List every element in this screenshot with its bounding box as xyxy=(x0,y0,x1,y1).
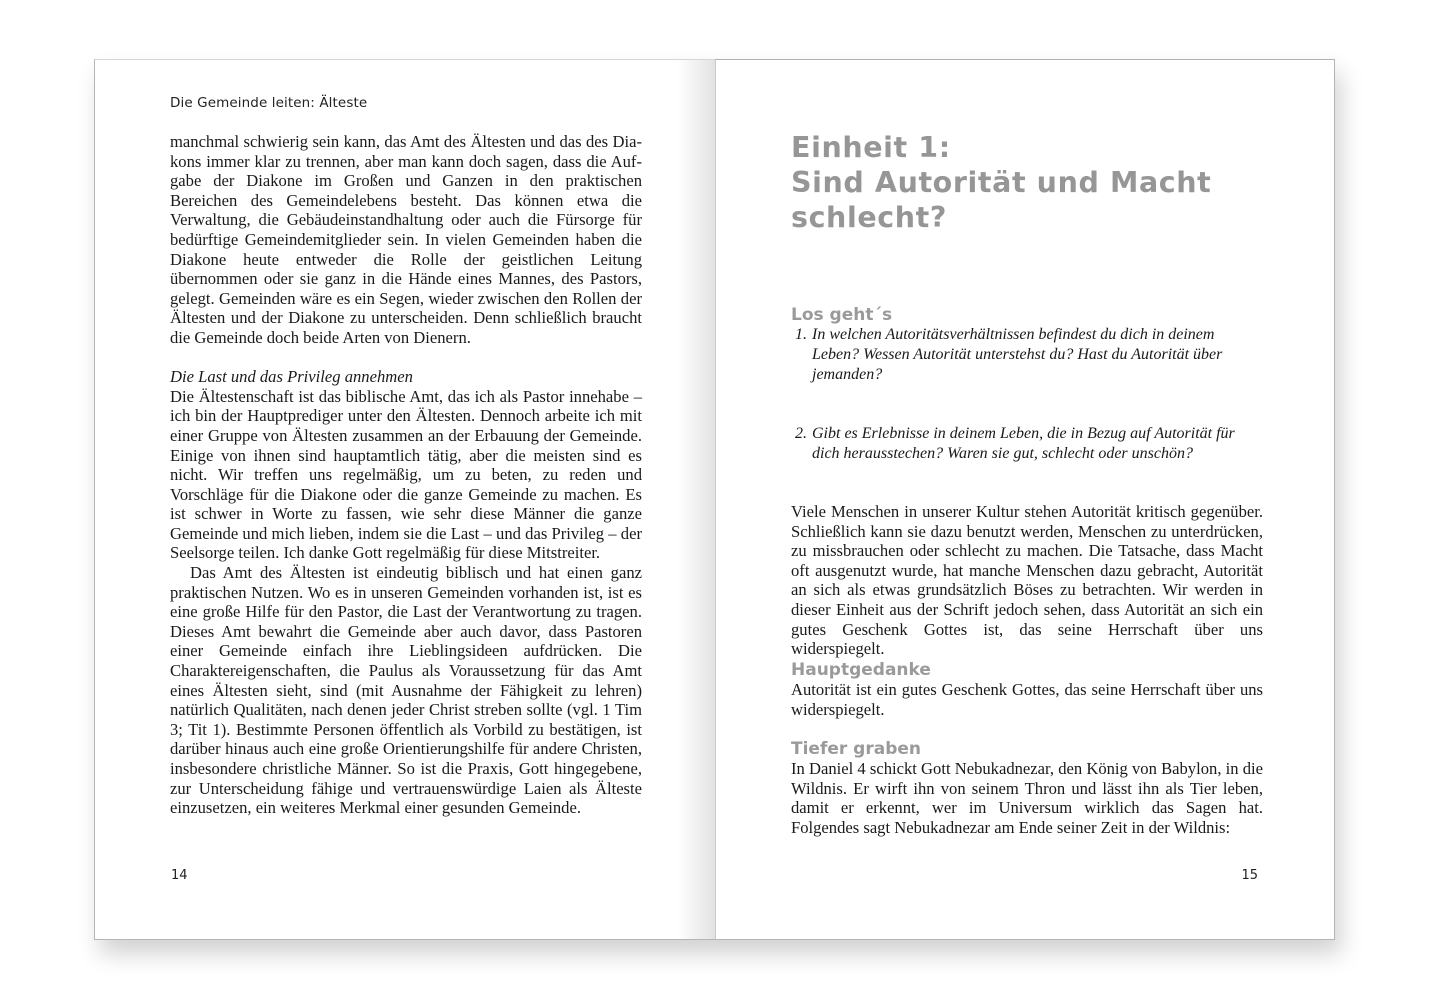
question-list xyxy=(791,325,1263,385)
section-hauptgedanke xyxy=(791,660,1263,719)
paragraph: In Daniel 4 schickt Gott Nebukadnezar, den König von Babylon, in die Wildnis. Er wirft ihn von seinem Thron und lässt ihn als Tier leben, damit er erkennt, wer im Universum wirklich das Sagen hat. Folgendes sagt Nebukadnezar am Ende seiner Zeit in der Wildnis: xyxy=(791,759,1263,837)
chapter-title: Einheit 1: Sind Autorität und Macht schlecht? xyxy=(791,131,1212,234)
page-number: 15 xyxy=(1241,868,1258,883)
section-heading: Hauptgedanke xyxy=(791,660,931,680)
paragraph: Das Amt des Ältesten ist eindeutig biblisch und hat einen ganz praktischen Nutzen. Wo es in unseren Gemeinden vorhanden ist, ist es eine große Hilfe für den Pastor, die Last der Verantwortung zu tragen. Dieses Amt bewahrt die Gemeinde aber auch davor, dass Pastoren einer Gemeinde einfach ihre Lieblingsideen aufdrücken. Die Charaktereigenschaften, die Paulus als Voraussetzung für das Amt eines Ältesten sieht, sind (mit Ausnahme der Fähigkeit zu lehren) natürlich Qualitäten, nach denen jeder Christ streben sollte (vgl. 1 Tim 3; Tit 1). Bestimmte Personen öffentlich als Vorbild zu bestätigen, ist darüber hinaus auch eine große Orientierungshilfe für andere Christen, insbesondere christliche Männer. So ist die Praxis, Gott hingegebene, zur Unterscheidung fähige und vertrauenswürdige Laien als Älteste einzusetzen, ein weiteres Merkmal einer gesunden Gemeinde. xyxy=(170,563,642,818)
right-page xyxy=(715,59,1335,940)
running-head: Die Gemeinde leiten: Älteste xyxy=(170,95,368,111)
section-los-gehts xyxy=(791,305,1263,385)
paragraph: Die Ältestenschaft ist das biblische Amt, das ich als Pastor innehabe – ich bin der Hauptprediger unter den Ältesten. Dennoch arbeite ich mit einer Gruppe von Ältesten zusammen an der Erbauung der Gemeinde. Einige von ihnen sind hauptamtlich tätig, aber die meisten sind es nicht. Wir treffen uns regelmäßig, um zu beten, zu reden und Vorschläge für die Diakone oder die ganze Gemeinde zu machen. Es ist schwer in Worte zu fassen, wie sehr diese Männer die ganze Gemeinde und mich lieben, indem sie die Last – und das Privileg – der Seelsorge teilen. Ich danke Gott regelmäßig für diese Mitstreiter. xyxy=(170,386,642,563)
question-block-2 xyxy=(791,424,1263,464)
question-item: 2. Gibt es Erlebnisse in deinem Leben, die in Bezug auf Autorität für dich herausstechen? Waren sie gut, schlecht oder unschön? xyxy=(795,425,1235,462)
intro-section xyxy=(791,502,1263,659)
paragraph: manchmal schwierig sein kann, das Amt des Ältesten und das des Diakons immer klar zu trennen, aber man kann doch sagen, dass die Aufgabe der Diakone im Großen und Ganzen in den praktischen Bereichen des Gemeindelebens besteht. Das können etwa die Verwaltung, die Gebäudeinstandhaltung oder auch die Fürsorge für bedürftige Gemeindemitglieder sein. In vielen Gemeinden haben die Diakone heute entweder die Rolle der geistlichen Leitung übernommen oder sie ganz in die Hände eines Mannes, des Pastors, gelegt. Gemeinden wäre es ein Segen, wieder zwischen den Rollen der Ältesten und der Diakone zu unterscheiden. Denn schließlich braucht die Gemeinde doch beide Arten von Dienern. xyxy=(170,132,642,347)
section-heading: Tiefer graben xyxy=(791,739,922,759)
page-number: 14 xyxy=(171,868,188,883)
paragraph: Viele Menschen in unserer Kultur stehen Autorität kritisch gegenüber. Schließlich kann sie dazu benutzt werden, Menschen zu unterdrücken, zu missbrauchen oder schlecht zu machen. Die Tatsache, dass Macht oft ausgenutzt wurde, hat manche Menschen dazu gebracht, Autorität an sich als etwas grundsätzlich Böses zu betrachten. Wir werden in dieser Einheit aus der Schrift jedoch sehen, dass Autorität an sich ein gutes Geschenk Gottes ist, das seine Herrschaft über uns widerspiegelt. xyxy=(791,502,1263,659)
section-tiefer-graben xyxy=(791,739,1263,837)
italic-subheading: Die Last und das Privileg annehmen xyxy=(170,367,413,387)
left-page xyxy=(94,59,715,940)
book-spread xyxy=(94,59,1335,940)
question-item: 1. In welchen Autoritätsverhältnissen befindest du dich in deinem Leben? Wessen Autorität unterstehst du? Hast du Autorität über jemanden? xyxy=(795,326,1223,383)
paragraph: Autorität ist ein gutes Geschenk Gottes, das seine Herrschaft über uns widerspiegelt. xyxy=(791,680,1263,719)
section-heading: Los geht´s xyxy=(791,305,893,325)
left-body-text xyxy=(170,132,642,818)
